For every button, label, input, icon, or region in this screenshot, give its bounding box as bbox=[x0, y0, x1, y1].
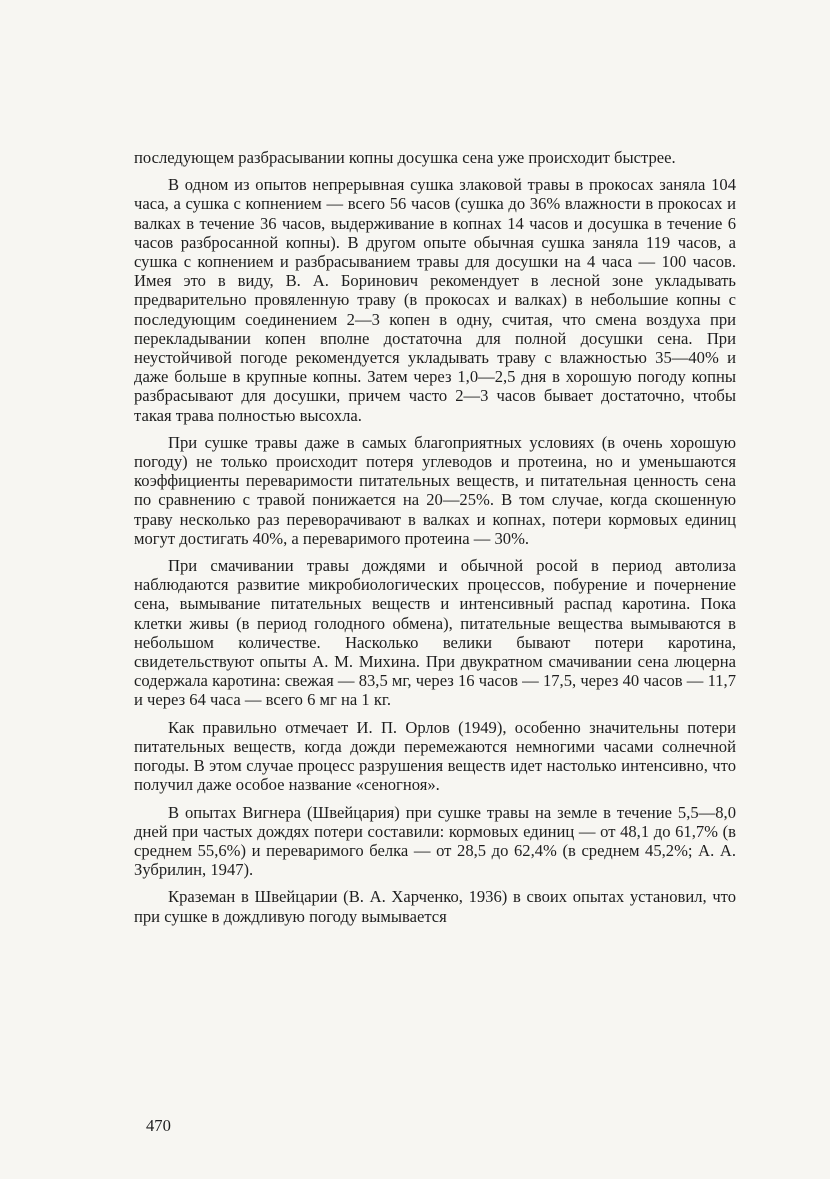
paragraph-nutrient-losses: При сушке травы даже в самых благоприятных условиях (в очень хорошую погоду) не только происходит потеря углеводов и протеина, но и уменьшаются коэффициенты переваримости питательных веществ, и питательная ценность сена по сравнению с травой понижается на 20—25%. В том случае, когда скошенную траву несколько раз переворачивают в валках и копнах, потери кормовых единиц могут достигать 40%, а переваримого протеина — 30%. bbox=[134, 432, 736, 548]
page-number: 470 bbox=[146, 1116, 171, 1135]
paragraph-rain-effects: При смачивании травы дождями и обычной росой в период автолиза наблюдаются развитие микробиологических процессов, побурение и почернение сена, вымывание питательных веществ и интенсивный распад каротина. Пока клетки живы (в период голодного обмена), питательные вещества вымываются в небольшом количестве. Насколько велики бывают потери каротина, свидетельствуют опыты А. М. Михина. При двукратном смачивании сена люцерна содержала каротина: свежая — 83,5 мг, через 16 часов — 17,5, через 40 часов — 11,7 и через 64 часа — всего 6 мг на 1 кг. bbox=[134, 556, 736, 710]
paragraph-continuation: последующем разбрасывании копны досушка сена уже происходит быстрее. bbox=[134, 148, 676, 167]
paragraph-wigner: В опытах Вигнера (Швейцария) при сушке травы на земле в течение 5,5—8,0 дней при частых дождях потери составили: кормовых единиц — от 48,1 до 61,7% (в среднем 55,6%) и переваримого белка — от 28,5 до 62,4% (в среднем 45,2%; А. А. Зубрилин, 1947). bbox=[134, 802, 736, 880]
paragraph-drying-experiments: В одном из опытов непрерывная сушка злаковой травы в прокосах заняла 104 часа, а сушка с копнением — всего 56 часов (сушка до 36% влажности в прокосах и валках в течение 36 часов, выдерживание в копнах 14 часов и досушка в течение 6 часов разбросанной копны). В другом опыте обычная сушка заняла 119 часов, а сушка с копнением и разбрасыванием травы для досушки на 4 часа — 100 часов. Имея это в виду, В. А. Боринович рекомендует в лесной зоне укладывать предварительно провяленную траву (в прокосах и валках) в небольшие копны с последующим соединением 2—3 копен в одну, считая, что смена воздуха при перекладывании копен вполне достаточна для полной досушки сена. При неустойчивой погоде рекомендуется укладывать траву с влажностью 35—40% и даже больше в крупные копны. Затем через 1,0—2,5 дня в хорошую погоду копны разбрасывают для досушки, причем часто 2—3 часов бывает достаточно, чтобы такая трава полностью высохла. bbox=[134, 175, 736, 425]
paragraph-orlov: Как правильно отмечает И. П. Орлов (1949), особенно значительны потери питательных веществ, когда дожди перемежаются немногими часами солнечной погоды. В этом случае процесс разрушения веществ идет настолько интенсивно, что получил даже особое название «сеногноя». bbox=[134, 717, 736, 795]
paragraph-krazeman: Краземан в Швейцарии (В. А. Харченко, 1936) в своих опытах установил, что при сушке в дождливую погоду вымывается bbox=[134, 887, 736, 926]
page-body bbox=[134, 148, 736, 926]
